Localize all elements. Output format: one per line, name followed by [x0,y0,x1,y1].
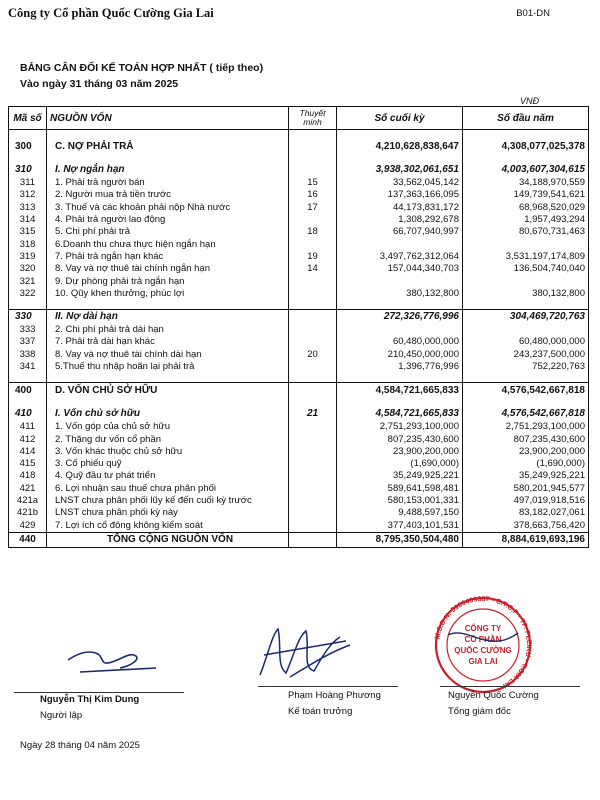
row-note [289,214,337,226]
row-note [289,238,337,250]
row-end-value: 137,363,166,095 [337,189,463,201]
row-code: 330 [9,309,47,324]
row-end-value: 589,641,598,481 [337,483,463,495]
row-note [289,361,337,373]
row-end-value: 66,707,940,997 [337,226,463,238]
row-begin-value: 80,670,731,463 [463,226,589,238]
row-note [289,163,337,177]
row-label: 4. Phải trả người lao động [47,214,289,226]
row-begin-value: 34,188,970,559 [463,177,589,189]
row-code: 313 [9,202,47,214]
table-row [9,483,589,495]
row-begin-value: 378,663,756,420 [463,520,589,533]
row-note [289,288,337,300]
row-begin-value: 8,884,619,693,196 [463,532,589,547]
row-note: 15 [289,177,337,189]
row-begin-value: 304,469,720,763 [463,309,589,324]
row-end-value: 9,488,597,150 [337,507,463,519]
table-row [9,532,589,547]
row-note [289,383,337,399]
row-label: I. Nợ ngắn hạn [47,163,289,177]
row-begin-value [463,238,589,250]
row-begin-value [463,324,589,336]
row-end-value [337,275,463,287]
chief-accountant-role: Kế toán trưởng [288,706,353,717]
row-label: 10. Qũy khen thưởng, phúc lợi [47,288,289,300]
row-code: 319 [9,251,47,263]
row-end-value: 33,562,045,142 [337,177,463,189]
row-begin-value: 4,576,542,667,818 [463,383,589,399]
row-end-value: 4,210,628,838,647 [337,139,463,154]
row-begin-value: 136,504,740,040 [463,263,589,275]
document-title: BẢNG CÂN ĐỐI KẾ TOÁN HỢP NHẤT ( tiếp theo) [20,62,264,74]
preparer-name: Nguyễn Thị Kim Dung [40,694,140,705]
row-code: 321 [9,275,47,287]
header-code: Mã số [9,107,47,130]
row-note [289,507,337,519]
table-row [9,421,589,433]
row-begin-value: 4,576,542,667,818 [463,407,589,421]
company-name: Công ty Cổ phần Quốc Cường Gia Lai [8,6,214,20]
row-begin-value: 3,531,197,174,809 [463,251,589,263]
row-label: C. NỢ PHẢI TRẢ [47,139,289,154]
row-code: 418 [9,470,47,482]
row-label: 5.Thuế thu nhập hoãn lại phải trả [47,361,289,373]
row-begin-value: 83,182,027,061 [463,507,589,519]
row-note: 16 [289,189,337,201]
row-note [289,520,337,533]
director-role: Tổng giám đốc [448,706,511,717]
row-label: TỔNG CỘNG NGUỒN VỐN [47,532,289,547]
row-note [289,458,337,470]
signature-chief-accountant [250,615,360,685]
row-note [289,470,337,482]
table-row [9,433,589,445]
form-code: B01-DN [516,8,550,19]
row-code: 400 [9,383,47,399]
table-row [9,275,589,287]
table-row [9,507,589,519]
row-code: 411 [9,421,47,433]
table-row [9,163,589,177]
document-date: Vào ngày 31 tháng 03 năm 2025 [20,78,179,90]
header-begin-year: Số đầu năm [463,107,589,130]
row-label: 2. Thặng dư vốn cổ phần [47,433,289,445]
row-code: 322 [9,288,47,300]
table-row [9,226,589,238]
table-row [9,202,589,214]
table-row [9,383,589,399]
row-label: LNST chưa phân phối lũy kế đến cuối kỳ trước [47,495,289,507]
table-row [9,407,589,421]
row-note [289,139,337,154]
table-row [9,336,589,348]
spacer-row [9,154,589,163]
row-label: 9. Dự phòng phải trả ngắn hạn [47,275,289,287]
row-code: 341 [9,361,47,373]
row-label: 8. Vay và nợ thuê tài chính ngắn hạn [47,263,289,275]
row-code: 311 [9,177,47,189]
row-end-value: 60,480,000,000 [337,336,463,348]
row-begin-value: 807,235,430,600 [463,433,589,445]
row-note: 18 [289,226,337,238]
row-end-value: 3,938,302,061,651 [337,163,463,177]
svg-text:QUỐC CƯỜNG: QUỐC CƯỜNG [454,646,512,655]
row-end-value: 2,751,293,100,000 [337,421,463,433]
row-code: 429 [9,520,47,533]
row-end-value [337,324,463,336]
row-code: 421 [9,483,47,495]
preparer-role: Người lập [40,710,83,721]
row-code: 421b [9,507,47,519]
row-note: 20 [289,349,337,361]
row-label: 3. Thuế và các khoản phải nộp Nhà nước [47,202,289,214]
row-label: 3. Cổ phiếu quỹ [47,458,289,470]
row-end-value: (1,690,000) [337,458,463,470]
row-end-value: 1,396,776,996 [337,361,463,373]
header-end-period: Số cuối kỳ [337,107,463,130]
company-seal [428,595,538,695]
signing-date: Ngày 28 tháng 04 năm 2025 [20,740,140,751]
table-row [9,189,589,201]
table-header-row [9,107,589,130]
table-row [9,349,589,361]
table-row [9,458,589,470]
row-label: 7. Lợi ích cổ đông không kiểm soát [47,520,289,533]
row-end-value: 35,249,925,221 [337,470,463,482]
chief-accountant-name: Phạm Hoàng Phương [288,690,381,701]
table-row [9,309,589,324]
row-end-value: 44,173,831,172 [337,202,463,214]
spacer-row [9,130,589,140]
header-label: NGUỒN VỐN [47,107,289,130]
row-code: 337 [9,336,47,348]
director-name: Nguyễn Quốc Cường [448,690,539,701]
row-label: 6. Lợi nhuận sau thuế chưa phân phối [47,483,289,495]
row-code: 421a [9,495,47,507]
row-code: 333 [9,324,47,336]
row-begin-value: 2,751,293,100,000 [463,421,589,433]
row-note [289,336,337,348]
row-begin-value: 4,308,077,025,378 [463,139,589,154]
row-end-value: 580,153,001,331 [337,495,463,507]
row-label: 2. Chi phí phải trả dài hạn [47,324,289,336]
table-row [9,495,589,507]
row-note [289,309,337,324]
row-begin-value: 243,237,500,000 [463,349,589,361]
row-end-value: 272,326,776,996 [337,309,463,324]
row-begin-value: 380,132,800 [463,288,589,300]
row-label: 1. Vốn góp của chủ sở hữu [47,421,289,433]
row-begin-value: 4,003,607,304,615 [463,163,589,177]
row-note [289,532,337,547]
row-code: 410 [9,407,47,421]
row-note: 14 [289,263,337,275]
row-end-value: 4,584,721,665,833 [337,383,463,399]
row-end-value: 380,132,800 [337,288,463,300]
table-row [9,238,589,250]
row-code: 320 [9,263,47,275]
row-code: 412 [9,433,47,445]
row-code: 338 [9,349,47,361]
row-note: 19 [289,251,337,263]
row-note [289,446,337,458]
row-note [289,433,337,445]
row-note [289,275,337,287]
row-begin-value: 1,957,493,294 [463,214,589,226]
row-label: LNST chưa phân phối kỳ này [47,507,289,519]
row-begin-value: 68,968,520,029 [463,202,589,214]
row-label: II. Nợ dài hạn [47,309,289,324]
row-end-value: 4,584,721,665,833 [337,407,463,421]
svg-text:CÔNG TY: CÔNG TY [464,624,502,633]
row-label: 8. Vay và nợ thuê tài chính dài hạn [47,349,289,361]
row-end-value: 23,900,200,000 [337,446,463,458]
row-end-value: 3,497,762,312,064 [337,251,463,263]
row-code: 300 [9,139,47,154]
row-note [289,495,337,507]
row-note: 17 [289,202,337,214]
table-row [9,251,589,263]
table-row [9,324,589,336]
currency-unit: VNĐ [520,96,540,106]
row-end-value: 157,044,340,703 [337,263,463,275]
table-row [9,520,589,533]
table-row [9,446,589,458]
table-row [9,177,589,189]
row-begin-value: 497,019,918,516 [463,495,589,507]
row-note [289,324,337,336]
row-label: 7. Phải trả dài hạn khác [47,336,289,348]
row-begin-value: 580,201,945,577 [463,483,589,495]
svg-text:CỔ PHẦN: CỔ PHẦN [464,635,502,644]
row-code: 312 [9,189,47,201]
row-label: D. VỐN CHỦ SỞ HỮU [47,383,289,399]
svg-text:M.S.D.N: 5900409387 - C.T.C.P: M.S.D.N: 5900409387 - C.T.C.P • TP. PLEIKU - T.GIA LAI [434,595,533,689]
row-code: 310 [9,163,47,177]
row-begin-value: 149,739,541,621 [463,189,589,201]
table-row [9,470,589,482]
row-code: 414 [9,446,47,458]
row-label: 7. Phải trả ngắn hạn khác [47,251,289,263]
table-row [9,361,589,373]
row-code: 440 [9,532,47,547]
row-label: 5. Chi phí phải trả [47,226,289,238]
row-label: 4. Quỹ đầu tư phát triển [47,470,289,482]
row-begin-value: (1,690,000) [463,458,589,470]
table-row [9,263,589,275]
balance-sheet-table [8,106,589,548]
row-code: 315 [9,226,47,238]
row-begin-value: 60,480,000,000 [463,336,589,348]
row-end-value: 8,795,350,504,480 [337,532,463,547]
row-label: 2. Người mua trả tiền trước [47,189,289,201]
table-row [9,214,589,226]
row-note [289,483,337,495]
row-end-value: 1,308,292,678 [337,214,463,226]
row-label: 1. Phải trả người bán [47,177,289,189]
header-note: Thuyết minh [289,107,337,130]
spacer-row [9,373,589,383]
row-end-value: 210,450,000,000 [337,349,463,361]
row-end-value [337,238,463,250]
row-note: 21 [289,407,337,421]
row-begin-value: 23,900,200,000 [463,446,589,458]
row-begin-value [463,275,589,287]
row-label: I. Vốn chủ sở hữu [47,407,289,421]
row-label: 3. Vốn khác thuộc chủ sở hữu [47,446,289,458]
row-note [289,421,337,433]
row-code: 318 [9,238,47,250]
svg-text:GIA LAI: GIA LAI [468,657,498,666]
row-code: 314 [9,214,47,226]
row-label: 6.Doanh thu chưa thực hiện ngắn hạn [47,238,289,250]
row-begin-value: 35,249,925,221 [463,470,589,482]
spacer-row [9,398,589,407]
row-end-value: 807,235,430,600 [337,433,463,445]
row-end-value: 377,403,101,531 [337,520,463,533]
signature-preparer [60,632,170,682]
row-begin-value: 752,220,763 [463,361,589,373]
spacer-row [9,300,589,310]
table-row [9,139,589,154]
row-code: 415 [9,458,47,470]
table-row [9,288,589,300]
